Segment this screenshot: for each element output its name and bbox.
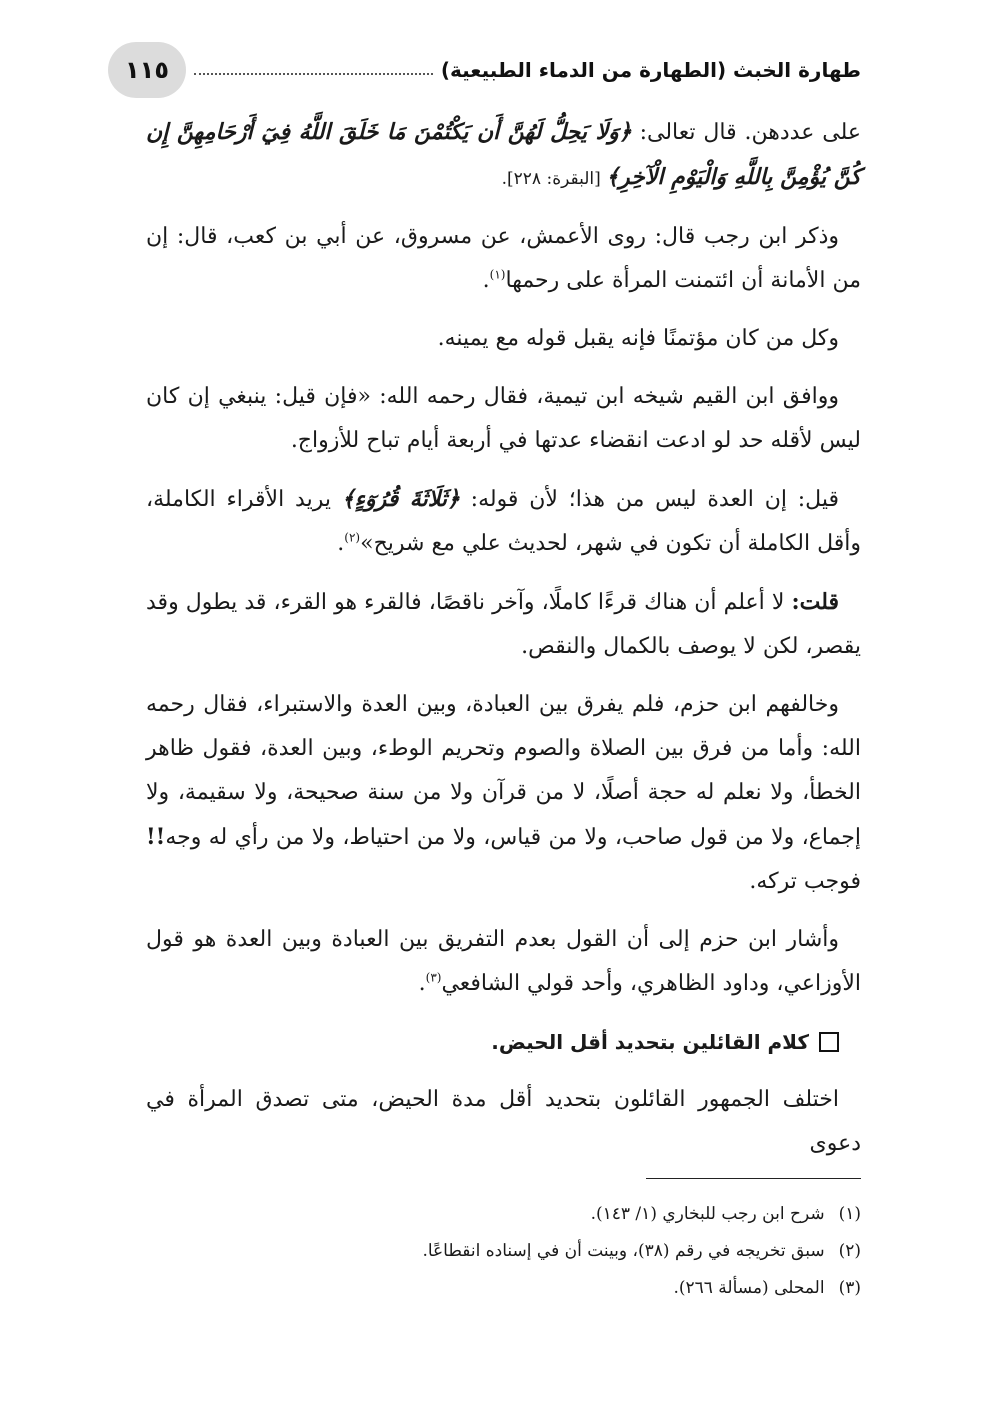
footnote-text: شرح ابن رجب للبخاري (١/ ١٤٣). <box>590 1204 825 1224</box>
paragraph-5 <box>146 477 861 566</box>
section-heading <box>146 1020 839 1064</box>
verse-reference: [البقرة: ٢٢٨]. <box>501 169 607 189</box>
paragraph-4 <box>146 375 861 463</box>
footnote-text: المحلى (مسألة ٢٦٦). <box>673 1278 825 1298</box>
paragraph-text: لا أعلم أن هناك قرءًا كاملًا، وآخر ناقصًا، فالقرء هو القرء، قد يطول وقد يقصر، لكن لا يوصف بالكمال والنقص. <box>146 590 861 659</box>
author-note-lead: قلت: <box>791 589 839 615</box>
paragraph-text: وأشار ابن حزم إلى أن القول بعدم التفريق بين العبادة وبين العدة هو قول الأوزاعي، وداود الظاهري، وأحد قولي الشافعي <box>146 927 861 996</box>
checkbox-square-icon <box>819 1032 839 1052</box>
paragraph-2 <box>146 215 861 303</box>
footnotes <box>146 1196 861 1307</box>
paragraph-7 <box>146 683 861 904</box>
paragraph-8 <box>146 918 861 1006</box>
footnote-item <box>146 1270 861 1307</box>
footnote-item <box>146 1196 861 1233</box>
paragraph-text: وكل من كان مؤتمنًا فإنه يقبل قوله مع يمينه. <box>437 326 839 351</box>
footnote-marker-2[interactable]: (٢) <box>344 530 361 545</box>
emphasis-marks: !! <box>146 824 166 850</box>
footnote-separator <box>646 1178 861 1179</box>
footnote-marker-1[interactable]: (١) <box>489 267 506 282</box>
footnote-number: (١) <box>838 1204 861 1224</box>
paragraph-text-cont: فوجب تركه. <box>749 869 861 894</box>
paragraph-text: وخالفهم ابن حزم، فلم يفرق بين العبادة، وبين العدة والاستبراء، فقال رحمه الله: وأما من فرق بين الصلاة والصوم وتحريم الوطء، وبين العدة، فقول ظاهر الخطأ، ولا نعلم له حجة أصلًا، لا من قرآن ولا من سنة صحيحة، ولا سقيمة، ولا إجماع، ولا من قول صاحب، ولا من قياس، ولا من احتياط، ولا من رأي له وجه <box>146 692 861 850</box>
quran-verse: ﴿ثَلَاثَةَ قُرُوٓءٍ﴾ <box>341 486 460 512</box>
footnote-marker-3[interactable]: (٣) <box>425 970 442 985</box>
paragraph-9 <box>146 1078 861 1166</box>
footnote-text: سبق تخريجه في رقم (٣٨)، وبينت أن في إسناده انقطاعًا. <box>422 1241 825 1261</box>
paragraph-3 <box>146 317 861 361</box>
paragraph-6 <box>146 580 861 669</box>
page-header <box>108 42 861 98</box>
paragraph-end: . <box>482 268 490 293</box>
page-number-badge: ١١٥ <box>108 42 186 98</box>
paragraph-text: اختلف الجمهور القائلون بتحديد أقل مدة الحيض، متى تصدق المرأة في دعوى <box>146 1087 861 1156</box>
main-text <box>146 110 861 1180</box>
paragraph-text: وذكر ابن رجب قال: روى الأعمش، عن مسروق، عن أبي بن كعب، قال: إن من الأمانة أن ائتمنت المرأة على رحمها <box>146 224 861 293</box>
footnote-item <box>146 1233 861 1270</box>
paragraph-text: على عددهن. قال تعالى: <box>631 120 861 145</box>
footnote-number: (٢) <box>838 1241 861 1261</box>
paragraph-end: . <box>337 531 345 556</box>
paragraph-text: قيل: إن العدة ليس من هذا؛ لأن قوله: <box>459 487 840 512</box>
running-title: طهارة الخبث (الطهارة من الدماء الطبيعية) <box>440 58 861 82</box>
section-heading-text: كلام القائلين بتحديد أقل الحيض. <box>491 1030 809 1054</box>
paragraph-text-cont: يريد الأقراء الكاملة، وأقل الكاملة أن تكون في شهر، لحديث علي مع شريح» <box>146 487 861 556</box>
paragraph-1 <box>146 110 861 201</box>
quran-verse: ﴿وَلَا يَحِلُّ لَهُنَّ أَن يَكْتُمْنَ مَا خَلَقَ اللَّهُ فِيٓ أَرْحَامِهِنَّ إِن كُنَّ يُؤْمِنَّ بِاللَّهِ وَالْيَوْمِ الْآخِرِ﴾ <box>146 119 861 190</box>
footnote-number: (٣) <box>838 1278 861 1298</box>
paragraph-end: . <box>418 971 426 996</box>
header-dotted-leader <box>194 73 433 75</box>
paragraph-text: ووافق ابن القيم شيخه ابن تيمية، فقال رحمه الله: «فإن قيل: ينبغي إن كان ليس لأقله حد لو ادعت انقضاء عدتها في أربعة أيام تباح للأزواج. <box>146 384 861 453</box>
